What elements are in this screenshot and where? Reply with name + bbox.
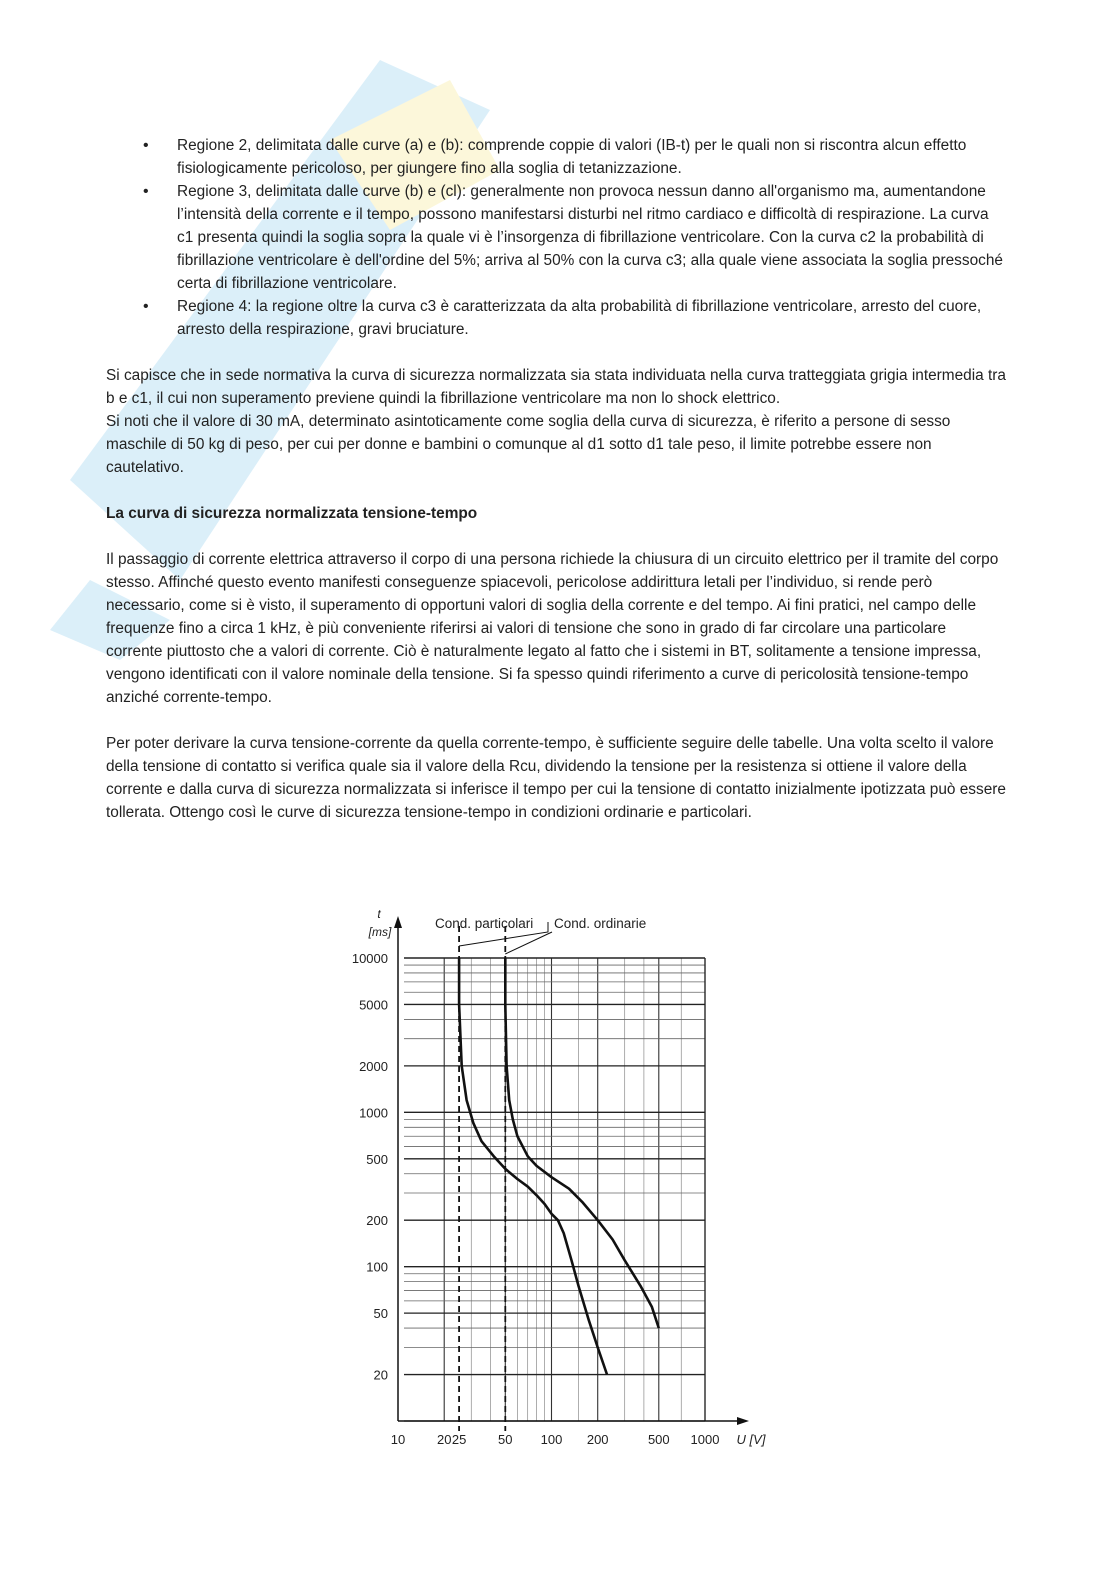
y-axis-arrow <box>394 916 402 928</box>
x-tick-label: 200 <box>586 1432 609 1447</box>
x-tick-label: 1000 <box>690 1432 720 1447</box>
y-tick-label: 20 <box>373 1367 388 1383</box>
series-label: Cond. ordinarie <box>554 916 647 931</box>
y-tick-label: 100 <box>366 1259 388 1275</box>
voltage-time-chart <box>340 898 780 1458</box>
chart-svg <box>340 898 780 1458</box>
y-axis-label: t <box>377 907 381 921</box>
x-axis-arrow <box>737 1417 749 1425</box>
regions-list <box>106 134 1006 341</box>
paragraph: Per poter derivare la curva tensione-corrente da quella corrente-tempo, è sufficiente seguire delle tabelle. Una volta scelto il valore della tensione di contatto si verifica quale sia il valore della Rcu, dividendo la tensione per la resistenza si ottiene il valore della corrente e dalla curva di sicurezza normalizzata si inferisce il tempo per cui la tensione di contatto inizialmente ipotizzata può essere tollerata. Ottengo così le curve di sicurezza tensione-tempo in condizioni ordinarie e particolari. <box>106 735 1006 821</box>
y-tick-label: 500 <box>366 1151 388 1167</box>
section-heading: La curva di sicurezza normalizzata tensione-tempo <box>106 505 478 522</box>
y-tick-label: 1000 <box>359 1105 388 1121</box>
x-tick-label: 10 <box>390 1432 406 1447</box>
x-axis-label: U [V] <box>736 1432 766 1447</box>
x-tick-label: 20 <box>436 1432 452 1447</box>
y-axis-unit: [ms] <box>368 925 392 939</box>
list-item: • Regione 2, delimitata dalle curve (a) e (b): comprende coppie di valori (IB-t) per le quali non si riscontra alcun effetto fisiologicamente pericoloso, per giungere fino alla soglia di tetanizzazione. <box>106 134 1006 180</box>
y-tick-label: 2000 <box>359 1058 388 1074</box>
paragraph: Si capisce che in sede normativa la curva di sicurezza normalizzata sia stata individuata nella curva tratteggiata grigia intermedia tra b e c1, il cui non superamento previene quindi la fibrillazione ventricolare ma non lo shock elettrico. <box>106 367 1006 407</box>
list-item: • Regione 3, delimitata dalle curve (b) e (cl): generalmente non provoca nessun danno all'organismo ma, aumentandone l’intensità della corrente e il tempo, possono manifestarsi disturbi nel ritmo cardiaco e difficoltà di respirazione. La curva c1 presenta quindi la soglia sopra la quale vi è l’insorgenza di fibrillazione ventricolare. Con la curva c2 la probabilità di fibrillazione ventricolare è dell'ordine del 5%; arriva al 50% con la curva c3; alla quale viene associata la soglia pressoché certa di fibrillazione ventricolare. <box>106 180 1006 295</box>
list-item: • Regione 4: la regione oltre la curva c3 è caratterizzata da alta probabilità di fibrillazione ventricolare, arresto del cuore, arresto della respirazione, gravi bruciature. <box>106 295 1006 341</box>
x-tick-label: 25 <box>451 1432 467 1447</box>
x-tick-label: 50 <box>498 1432 513 1447</box>
paragraph: Si noti che il valore di 30 mA, determinato asintoticamente come soglia della curva di sicurezza, è riferito a persone di sesso maschile di 50 kg di peso, per cui per donne e bambini o comunque al d1 sotto d1 tale peso, il limite potrebbe essere non cautelativo. <box>106 413 951 476</box>
y-tick-label: 5000 <box>359 997 388 1013</box>
series-curve <box>459 958 607 1375</box>
y-tick-label: 10000 <box>351 951 388 966</box>
x-tick-label: 500 <box>647 1432 670 1447</box>
y-tick-label: 50 <box>373 1306 388 1322</box>
paragraph: Il passaggio di corrente elettrica attraverso il corpo di una persona richiede la chiusura di un circuito elettrico per il tramite del corpo stesso. Affinché questo evento manifesti conseguenze spiacevoli, pericolose addirittura letali per l’individuo, si rende però necessario, come si è visto, il superamento di opportuni valori di soglia della corrente e del tempo. Ai fini pratici, nel campo delle frequenze fino a circa 1 kHz, è più conveniente riferirsi ai valori di tensione che sono in grado di far circolare una particolare corrente piuttosto che a valori di corrente. Ciò è naturalmente legato al fatto che i sistemi in BT, solitamente a tensione impressa, vengono identificati con il valore nominale della tensione. Si fa spesso quindi riferimento a curve di pericolosità tensione-tempo anziché corrente-tempo. <box>106 551 999 706</box>
series-curve <box>505 958 659 1328</box>
x-tick-label: 100 <box>540 1432 563 1447</box>
document-page <box>106 134 1006 824</box>
series-label: Cond. particolari <box>435 916 534 931</box>
y-tick-label: 200 <box>366 1213 388 1229</box>
